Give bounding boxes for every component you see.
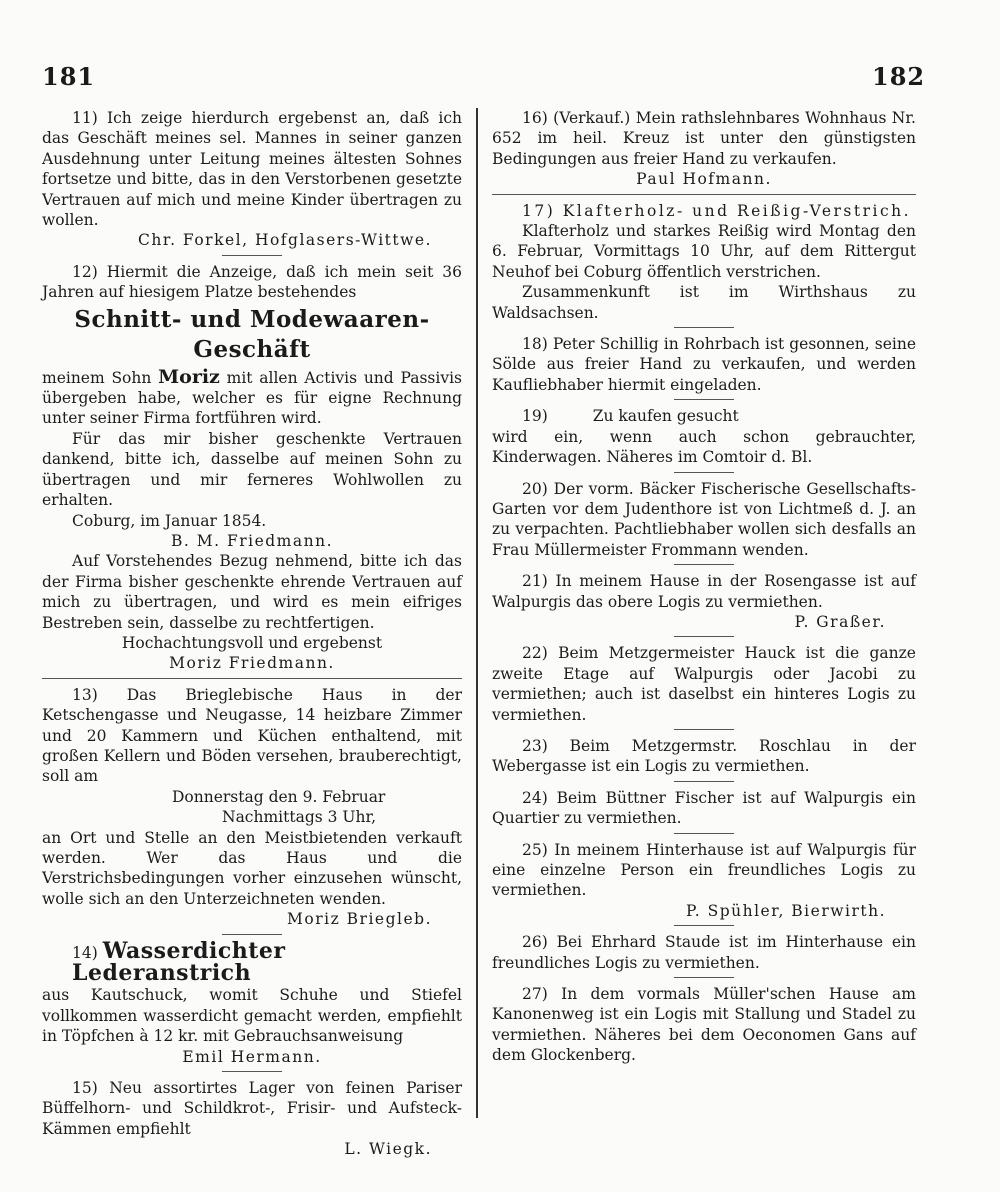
notice-14-number: 14) <box>72 943 98 962</box>
notice-27-text: 27) In dem vormals Müller'schen Hause am Kanonenweg ist ein Logis mit Stallung und Stadel zu vermiethen. Näheres bei dem Oeconomen Gans auf dem Glockenberg. <box>492 985 916 1065</box>
notice-21 <box>492 571 916 632</box>
notice-19-number: 19) <box>522 407 548 426</box>
notice-11 <box>42 108 462 251</box>
notice-12-signature-2: Moriz Friedmann. <box>169 654 335 673</box>
notice-15-text: 15) Neu assortirtes Lager von feinen Pariser Büffelhorn- und Schildkrot-, Frisir- und Aufsteck-Kämmen empfiehlt <box>42 1079 462 1138</box>
separator <box>674 977 734 978</box>
notice-12-text1-post: mit allen Activis und Passivis übergeben habe, welcher es für eigne Rechnung unter seiner Firma fortführen wird. <box>42 368 462 428</box>
notice-11-signature: Chr. Forkel, Hofglasers-Wittwe. <box>138 231 432 250</box>
notice-22 <box>492 643 916 725</box>
notice-19-text: wird ein, wenn auch schon gebrauchter, Kinderwagen. Näheres im Comtoir d. Bl. <box>492 427 916 467</box>
notice-12-text3: Auf Vorstehendes Bezug nehmend, bitte ich das der Firma bisher geschenkte ehrende Vertrauen auf mich zu übertragen, und wird es mein eifriges Bestreben sein, dasselbe zu rechtfertigen. <box>42 552 462 632</box>
notice-18-text: 18) Peter Schillig in Rohrbach ist gesonnen, seine Sölde aus freier Hand zu verkaufen, und werden Kaufliebhaber hiermit eingeladen. <box>492 335 916 394</box>
notice-25 <box>492 840 916 922</box>
notice-13-signature: Moriz Briegleb. <box>287 910 432 929</box>
notice-27 <box>492 984 916 1066</box>
notice-14-heading: Wasserdichter Lederanstrich <box>72 937 286 987</box>
notice-19-title: Zu kaufen gesucht <box>592 407 739 426</box>
notice-16-text: 16) (Verkauf.) Mein rathslehnbares Wohnhaus Nr. 652 im heil. Kreuz ist unter den günstigsten Bedingungen aus freier Hand zu verkaufen. <box>492 109 916 168</box>
notice-13-time: Nachmittags 3 Uhr, <box>222 808 377 827</box>
notice-23 <box>492 736 916 777</box>
notice-20-text: 20) Der vorm. Bäcker Fischerische Gesellschafts-Garten vor dem Judenthore ist von Lichtmeß d. J. an zu verpachten. Pachtliebhaber wollen sich desfalls an Frau Müllermeister Frommann wenden. <box>492 479 916 559</box>
notice-14-signature: Emil Hermann. <box>182 1047 322 1066</box>
notice-19-header <box>492 406 916 426</box>
notice-12-closing: Hochachtungsvoll und ergebenst <box>121 633 383 652</box>
notice-12-intro: 12) Hiermit die Anzeige, daß ich mein seit 36 Jahren auf hiesigem Platze bestehendes <box>42 262 462 302</box>
notice-24 <box>492 788 916 829</box>
notice-25-text: 25) In meinem Hinterhause ist auf Walpurgis für eine einzelne Person ein freundliches Logis zu vermiethen. <box>492 840 916 900</box>
notice-21-signature: P. Graßer. <box>794 612 886 631</box>
left-column <box>42 108 462 1162</box>
notice-12-text2: Für das mir bisher geschenkte Vertrauen dankend, bitte ich, dasselbe auf meinen Sohn zu übertragen und mir ferneres Wohlwollen zu erhalten. <box>42 429 462 510</box>
notice-18 <box>492 334 916 395</box>
notice-14 <box>42 937 462 1067</box>
notice-11-text: 11) Ich zeige hierdurch ergebenst an, daß ich das Geschäft meines sel. Mannes in seiner ganzen Ausdehnung unter Leitung meines ältesten Sohnes fortsetze und bitte, das in den Verstorbenen gesetzte Vertrauen auf mich und meine Kinder übertragen zu wollen. <box>42 109 462 230</box>
notice-17-text2: Zusammenkunft ist im Wirthshaus zu Waldsachsen. <box>492 283 916 322</box>
separator <box>674 564 734 565</box>
notice-17-text1: Klafterholz und starkes Reißig wird Montag den 6. Februar, Vormittags 10 Uhr, auf dem Rittergut Neuhof bei Coburg öffentlich verstrichen. <box>492 222 916 281</box>
separator <box>674 472 734 473</box>
notice-12-place-date: Coburg, im Januar 1854. <box>72 511 267 530</box>
notice-13-date: Donnerstag den 9. Februar <box>172 787 386 806</box>
page-number-right: 182 <box>872 62 926 91</box>
right-column <box>492 108 916 1068</box>
notice-20 <box>492 479 916 561</box>
notice-24-text: 24) Beim Büttner Fischer ist auf Walpurgis ein Quartier zu vermiethen. <box>492 788 916 828</box>
separator <box>222 255 282 256</box>
notice-26-text: 26) Bei Ehrhard Staude ist im Hinterhause ein freundliches Logis zu vermiethen. <box>492 933 916 972</box>
separator <box>674 636 734 637</box>
page-number-left: 181 <box>42 62 96 91</box>
notice-22-text: 22) Beim Metzgermeister Hauck ist die ganze zweite Etage auf Walpurgis oder Jacobi zu vermiethen; auch ist daselbst ein hinteres Logis zu vermiethen. <box>492 644 916 724</box>
notice-12-signature-1: B. M. Friedmann. <box>170 531 334 550</box>
notice-26 <box>492 932 916 973</box>
notice-21-text: 21) In meinem Hause in der Rosengasse ist auf Walpurgis das obere Logis zu vermiethen. <box>492 572 916 611</box>
separator <box>674 925 734 926</box>
notice-16 <box>492 108 916 190</box>
notice-14-header <box>42 937 462 987</box>
notice-19 <box>492 406 916 467</box>
notice-16-signature: Paul Hofmann. <box>636 170 772 189</box>
separator <box>222 1071 282 1072</box>
separator <box>674 399 734 400</box>
notice-14-text: aus Kautschuck, womit Schuhe und Stiefel vollkommen wasserdicht gemacht werden, empfiehlt in Töpfchen à 12 kr. mit Gebrauchsanweisung <box>42 986 462 1046</box>
notice-17-title: 17) Klafterholz- und Reißig-Verstrich. <box>522 201 912 220</box>
notice-13 <box>42 685 462 930</box>
notice-25-signature: P. Spühler, Bierwirth. <box>685 901 886 920</box>
separator <box>42 678 462 679</box>
notice-23-text: 23) Beim Metzgermstr. Roschlau in der Webergasse ist ein Logis zu vermiethen. <box>492 736 916 776</box>
separator <box>222 934 282 935</box>
notice-13-text1: 13) Das Brieglebische Haus in der Ketschengasse und Neugasse, 14 heizbare Zimmer und 20 Kammern und Küchen enthaltend, mit großen Kellern und Böden versehen, brauberechtigt, soll am <box>42 685 462 786</box>
separator <box>674 833 734 834</box>
notice-13-text2: an Ort und Stelle an den Meistbietenden verkauft werden. Wer das Haus und die Verstrichsbedingungen vorher einzusehen wünscht, wolle sich an den Unterzeichneten wenden. <box>42 828 462 908</box>
notice-15 <box>42 1078 462 1160</box>
notice-12-text1 <box>42 367 462 429</box>
notice-12-son-name: Moriz <box>158 365 220 388</box>
notice-15-signature: L. Wiegk. <box>344 1140 432 1159</box>
notice-12-heading: Schnitt- und Modewaaren-Geschäft <box>74 305 430 363</box>
separator <box>674 729 734 730</box>
notice-12-text1-pre: meinem Sohn <box>42 368 152 387</box>
separator <box>674 327 734 328</box>
notice-17 <box>492 201 916 323</box>
column-divider <box>476 108 478 1118</box>
separator <box>674 781 734 782</box>
notice-12 <box>42 262 462 674</box>
separator <box>492 194 916 195</box>
